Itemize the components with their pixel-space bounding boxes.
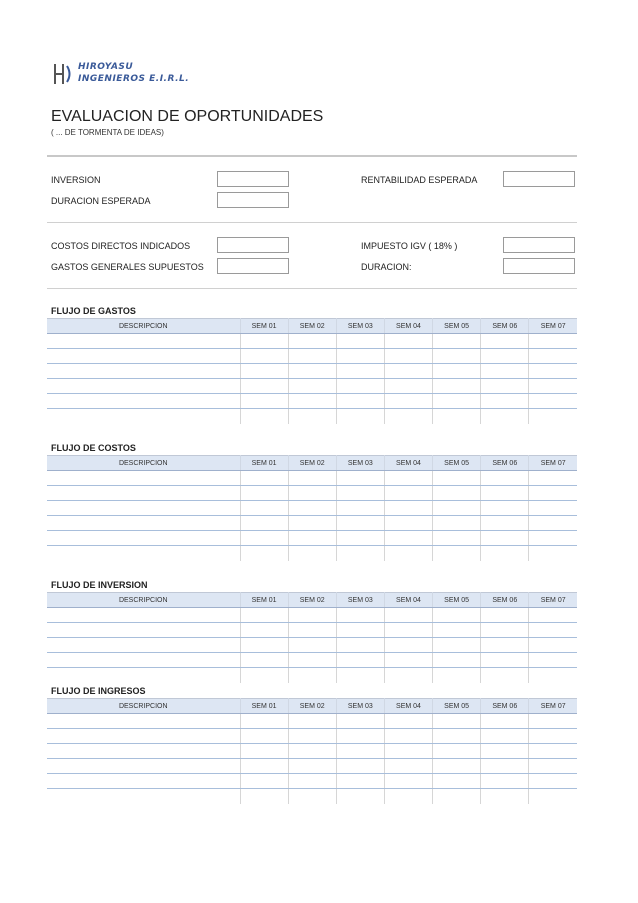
table-row bbox=[47, 379, 577, 394]
table-row bbox=[47, 608, 577, 623]
inversion-input[interactable] bbox=[217, 171, 289, 187]
col-header: SEM 01 bbox=[240, 319, 288, 334]
col-header: SEM 05 bbox=[433, 699, 481, 714]
divider bbox=[47, 288, 577, 289]
company-logo bbox=[52, 58, 190, 90]
col-header: SEM 04 bbox=[384, 699, 432, 714]
table-row bbox=[47, 516, 577, 531]
table-row bbox=[47, 531, 577, 546]
col-header: SEM 07 bbox=[529, 456, 577, 471]
col-header: SEM 02 bbox=[288, 699, 336, 714]
col-header: SEM 06 bbox=[481, 319, 529, 334]
duracion-esperada-input[interactable] bbox=[217, 192, 289, 208]
rentabilidad-input[interactable] bbox=[503, 171, 575, 187]
col-header: SEM 03 bbox=[336, 699, 384, 714]
section-title-gastos: FLUJO DE GASTOS bbox=[51, 306, 136, 316]
costos-directos-input[interactable] bbox=[217, 237, 289, 253]
table-inversion bbox=[47, 592, 577, 683]
divider bbox=[47, 155, 577, 157]
section-title-inversion: FLUJO DE INVERSION bbox=[51, 580, 148, 590]
label-duracion-esperada: DURACION ESPERADA bbox=[51, 196, 151, 206]
gastos-generales-input[interactable] bbox=[217, 258, 289, 274]
col-header: SEM 06 bbox=[481, 699, 529, 714]
table-row bbox=[47, 501, 577, 516]
table-row bbox=[47, 759, 577, 774]
label-impuesto: IMPUESTO IGV ( 18% ) bbox=[361, 241, 458, 251]
table-costos bbox=[47, 455, 577, 561]
table-row bbox=[47, 714, 577, 729]
label-rentabilidad: RENTABILIDAD ESPERADA bbox=[361, 175, 478, 185]
table-ingresos bbox=[47, 698, 577, 804]
logo-text-line2: INGENIEROS E.I.R.L. bbox=[78, 74, 190, 84]
label-duracion: DURACION: bbox=[361, 262, 412, 272]
col-header: SEM 07 bbox=[529, 699, 577, 714]
label-inversion: INVERSION bbox=[51, 175, 101, 185]
col-header: SEM 07 bbox=[529, 319, 577, 334]
table-row bbox=[47, 471, 577, 486]
logo-mark-icon bbox=[52, 62, 74, 86]
col-header: DESCRIPCION bbox=[47, 699, 240, 714]
table-row bbox=[47, 334, 577, 349]
impuesto-input[interactable] bbox=[503, 237, 575, 253]
table-row bbox=[47, 623, 577, 638]
col-header: DESCRIPCION bbox=[47, 593, 240, 608]
col-header: DESCRIPCION bbox=[47, 456, 240, 471]
col-header: SEM 02 bbox=[288, 319, 336, 334]
col-header: SEM 07 bbox=[529, 593, 577, 608]
col-header: SEM 06 bbox=[481, 593, 529, 608]
logo-text-line1: HIROYASU bbox=[78, 62, 134, 72]
table-row bbox=[47, 546, 577, 561]
table-row bbox=[47, 486, 577, 501]
table-row bbox=[47, 653, 577, 668]
divider bbox=[47, 222, 577, 223]
col-header: SEM 02 bbox=[288, 456, 336, 471]
col-header: SEM 01 bbox=[240, 456, 288, 471]
page-subtitle: ( ... DE TORMENTA DE IDEAS) bbox=[51, 128, 164, 137]
section-title-ingresos: FLUJO DE INGRESOS bbox=[51, 686, 146, 696]
table-row bbox=[47, 349, 577, 364]
col-header: SEM 04 bbox=[384, 593, 432, 608]
table-row bbox=[47, 729, 577, 744]
col-header: SEM 01 bbox=[240, 593, 288, 608]
section-title-costos: FLUJO DE COSTOS bbox=[51, 443, 136, 453]
label-costos-directos: COSTOS DIRECTOS INDICADOS bbox=[51, 241, 191, 251]
col-header: SEM 05 bbox=[433, 319, 481, 334]
table-row bbox=[47, 774, 577, 789]
table-row bbox=[47, 364, 577, 379]
col-header: SEM 01 bbox=[240, 699, 288, 714]
duracion-input[interactable] bbox=[503, 258, 575, 274]
col-header: DESCRIPCION bbox=[47, 319, 240, 334]
table-row bbox=[47, 744, 577, 759]
table-row bbox=[47, 668, 577, 683]
col-header: SEM 05 bbox=[433, 456, 481, 471]
col-header: SEM 05 bbox=[433, 593, 481, 608]
table-row bbox=[47, 394, 577, 409]
label-gastos-generales: GASTOS GENERALES SUPUESTOS bbox=[51, 262, 204, 272]
table-row bbox=[47, 638, 577, 653]
col-header: SEM 02 bbox=[288, 593, 336, 608]
page-title: EVALUACION DE OPORTUNIDADES bbox=[51, 108, 324, 125]
table-row bbox=[47, 409, 577, 424]
col-header: SEM 06 bbox=[481, 456, 529, 471]
table-row bbox=[47, 789, 577, 804]
table-gastos bbox=[47, 318, 577, 424]
col-header: SEM 04 bbox=[384, 319, 432, 334]
col-header: SEM 03 bbox=[336, 593, 384, 608]
col-header: SEM 04 bbox=[384, 456, 432, 471]
col-header: SEM 03 bbox=[336, 319, 384, 334]
col-header: SEM 03 bbox=[336, 456, 384, 471]
